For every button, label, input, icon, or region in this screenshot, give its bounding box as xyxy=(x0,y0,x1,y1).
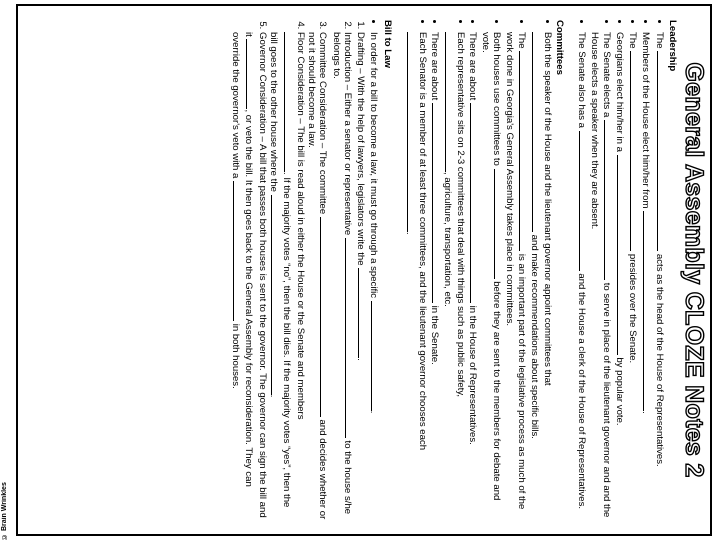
answer-blank[interactable] xyxy=(519,51,529,251)
item-text: is an important part of the legislative process as much of the work done in Georgia's General Assembly takes place in committees. xyxy=(504,32,527,510)
item-text: . xyxy=(640,411,652,414)
item-text: The xyxy=(653,32,665,49)
answer-blank[interactable] xyxy=(284,32,294,172)
item-text: to the house s/he belongs to. xyxy=(330,32,353,515)
item-text: There are about xyxy=(466,32,478,101)
step-item xyxy=(268,32,306,520)
item-text: Governor Consideration – A bill that passes both houses is sent to the governor. The governor can sign the bill and it xyxy=(243,32,268,518)
answer-blank[interactable] xyxy=(579,131,589,271)
answer-blank[interactable] xyxy=(271,195,281,395)
answer-blank[interactable] xyxy=(657,51,667,251)
answer-blank[interactable] xyxy=(494,169,504,279)
leadership-list xyxy=(576,20,667,520)
item-text: , agriculture, transportation, etc. xyxy=(441,172,453,307)
item-text: in the House of Representatives. xyxy=(466,305,478,445)
list-item xyxy=(614,32,627,520)
item-text: Floor Consideration – The bill is read aloud in either the House or the Senate and members xyxy=(294,32,306,420)
answer-blank[interactable] xyxy=(247,39,257,109)
answer-blank[interactable] xyxy=(358,268,368,358)
step-item xyxy=(306,32,331,520)
answer-blank[interactable] xyxy=(445,32,455,172)
item-text: The Senate elects a xyxy=(600,32,612,118)
list-item xyxy=(529,32,554,520)
item-text: In order for a bill to become a law, it must go through a specific xyxy=(368,32,380,299)
list-item xyxy=(627,32,640,520)
section-heading-bill-to-law: Bill to Law xyxy=(381,20,393,68)
item-text: Introduction – Either a senator or representative xyxy=(341,32,353,236)
answer-blank[interactable] xyxy=(320,217,330,417)
bill-to-law-bullet-list xyxy=(368,20,381,520)
list-item xyxy=(480,32,505,520)
answer-blank[interactable] xyxy=(630,51,640,251)
page-frame xyxy=(16,4,712,536)
answer-blank[interactable] xyxy=(233,181,243,321)
item-text: Georgians elect him/her in a xyxy=(613,32,625,152)
item-text: to serve in place of the lieutenant governor and and the House elects a speaker when they are absent. xyxy=(589,32,612,518)
item-text: Each representative sits on 2-3 committees that deal with things such as public safety, xyxy=(455,32,467,398)
item-text: Both the speaker of the House and the lieutenant governor appoint committees that xyxy=(542,32,554,386)
item-text: by popular vote. xyxy=(613,357,625,426)
answer-blank[interactable] xyxy=(371,301,381,411)
item-text: in the Senate. xyxy=(428,305,440,365)
list-item xyxy=(640,32,653,520)
item-text: and decides whether or not it should become a law. xyxy=(305,32,329,520)
item-text: Both houses use committees to xyxy=(491,32,503,166)
step-item xyxy=(355,32,368,520)
item-text: . xyxy=(268,394,280,398)
item-text: . xyxy=(404,232,416,235)
item-text: Each Senator is a member of at least three committees, and the lieutenant governor chooses each xyxy=(417,32,429,451)
answer-blank[interactable] xyxy=(617,155,627,355)
item-text: , or veto the bill. It then goes back to the General Assembly for reconsideration. They can override the governor's veto with a xyxy=(230,32,255,487)
answer-blank[interactable] xyxy=(532,32,542,232)
answer-blank[interactable] xyxy=(470,103,480,303)
list-item xyxy=(589,32,614,520)
page-title: General Assembly CLOZE Notes 2 xyxy=(680,62,708,478)
list-item xyxy=(442,32,467,520)
bill-to-law-steps xyxy=(230,20,368,520)
answer-blank[interactable] xyxy=(604,120,614,280)
answer-blank[interactable] xyxy=(407,32,417,232)
list-item xyxy=(504,32,529,520)
item-text: acts as the head of the House of Representatives. xyxy=(653,253,665,467)
section-heading-leadership: Leadership xyxy=(667,20,678,72)
list-item xyxy=(404,32,429,520)
step-item xyxy=(330,32,355,520)
committees-list xyxy=(404,20,554,520)
item-text: presides over the Senate. xyxy=(627,253,639,364)
item-text: Members of the House elect him/her from xyxy=(640,32,652,209)
item-text: . xyxy=(355,358,367,361)
list-item xyxy=(576,32,589,520)
list-item xyxy=(653,32,666,520)
section-heading-committees: Committees xyxy=(553,20,565,75)
notes-sheet xyxy=(18,6,710,534)
step-item xyxy=(230,32,268,520)
item-text: and the House a clerk of the House of Representatives. xyxy=(575,273,587,510)
answer-blank[interactable] xyxy=(643,211,653,411)
item-text: The xyxy=(627,32,639,49)
item-text: Drafting – With the help of lawyers, legislators write the xyxy=(355,32,367,266)
list-item xyxy=(466,32,479,520)
answer-blank[interactable] xyxy=(432,103,442,303)
item-text: . xyxy=(368,410,380,414)
item-text: There are about xyxy=(428,32,440,101)
item-text: Committee Consideration – The committee xyxy=(317,32,329,215)
item-text: and make recommendations about specific bills. xyxy=(529,234,541,439)
item-text: The Senate also has a xyxy=(575,32,587,129)
item-text: . If the majority votes “no”, then the bill dies. If the majority votes “yes”, then the bill goes to the other house where the xyxy=(268,32,293,508)
list-item xyxy=(428,32,441,520)
list-item xyxy=(368,32,381,520)
item-text: before they are sent to the members for debate and vote. xyxy=(479,32,503,501)
item-text: The xyxy=(515,32,527,49)
answer-blank[interactable] xyxy=(345,238,355,438)
copyright-notice: © Brain Wrinkles xyxy=(1,482,8,540)
item-text: in both houses. xyxy=(230,323,242,389)
